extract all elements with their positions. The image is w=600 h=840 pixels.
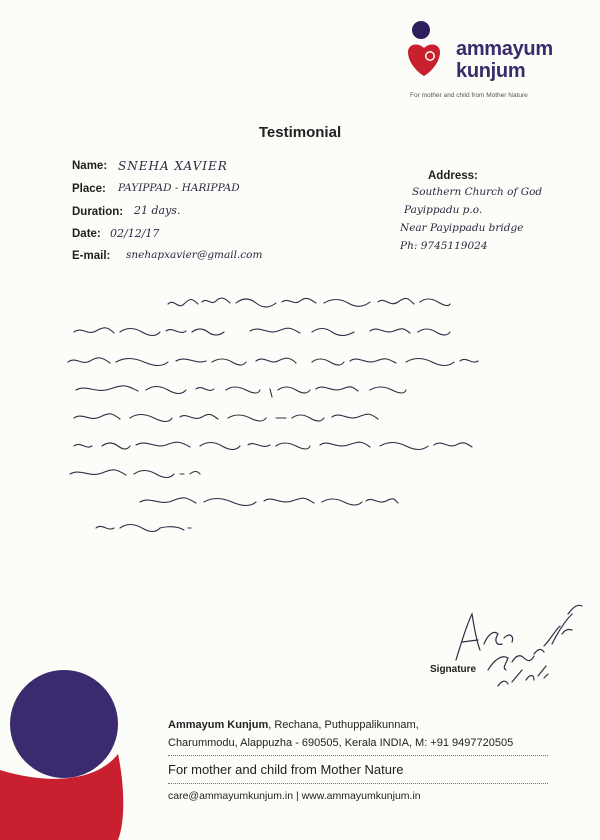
duration-label: Duration: [72,206,124,218]
place-label: Place: [72,183,106,195]
name-value: SNEHA XAVIER [118,159,228,173]
address-line: Southern Church of God [412,186,543,198]
place-value: PAYIPPAD - HARIPPAD [118,182,240,194]
footer-tagline: For mother and child from Mother Nature [168,762,404,777]
date-label: Date: [72,228,101,240]
address-line: Near Payippadu bridge [400,222,524,234]
brand-name-line1: ammayum [456,38,553,60]
org-address-line2: Charummodu, Alappuzha - 690505, Kerala INDIA, M: +91 9497720505 [168,737,514,749]
signature-label: Signature [430,664,477,675]
org-name: Ammayum Kunjum [168,719,269,731]
handwritten-signature [448,574,588,694]
mother-child-logo-icon [404,18,454,82]
footer-org-address [168,719,419,731]
address-line: Ph: 9745119024 [400,240,488,252]
name-label: Name: [72,160,108,172]
page-title: Testimonial [258,124,342,141]
org-address-line1: , Rechana, Puthuppalikunnam, [268,719,419,731]
footer-contact: care@ammayumkunjum.in | www.ammayumkunjum.in [168,790,421,802]
duration-value: 21 days. [134,204,181,217]
brand-name-line2: kunjum [456,60,526,82]
footer-divider [168,755,548,756]
footer-brand-shape [0,670,140,840]
footer-divider [168,783,548,784]
address-line: Payippadu p.o. [404,204,483,216]
brand-logo [404,18,574,108]
email-label: E-mail: [72,250,111,262]
address-label: Address: [428,170,478,182]
date-value: 02/12/17 [110,227,160,240]
handwritten-testimonial-body [60,290,560,550]
logo-tagline: For mother and child from Mother Nature [410,92,528,99]
email-value: snehapxavier@gmail.com [126,249,263,261]
